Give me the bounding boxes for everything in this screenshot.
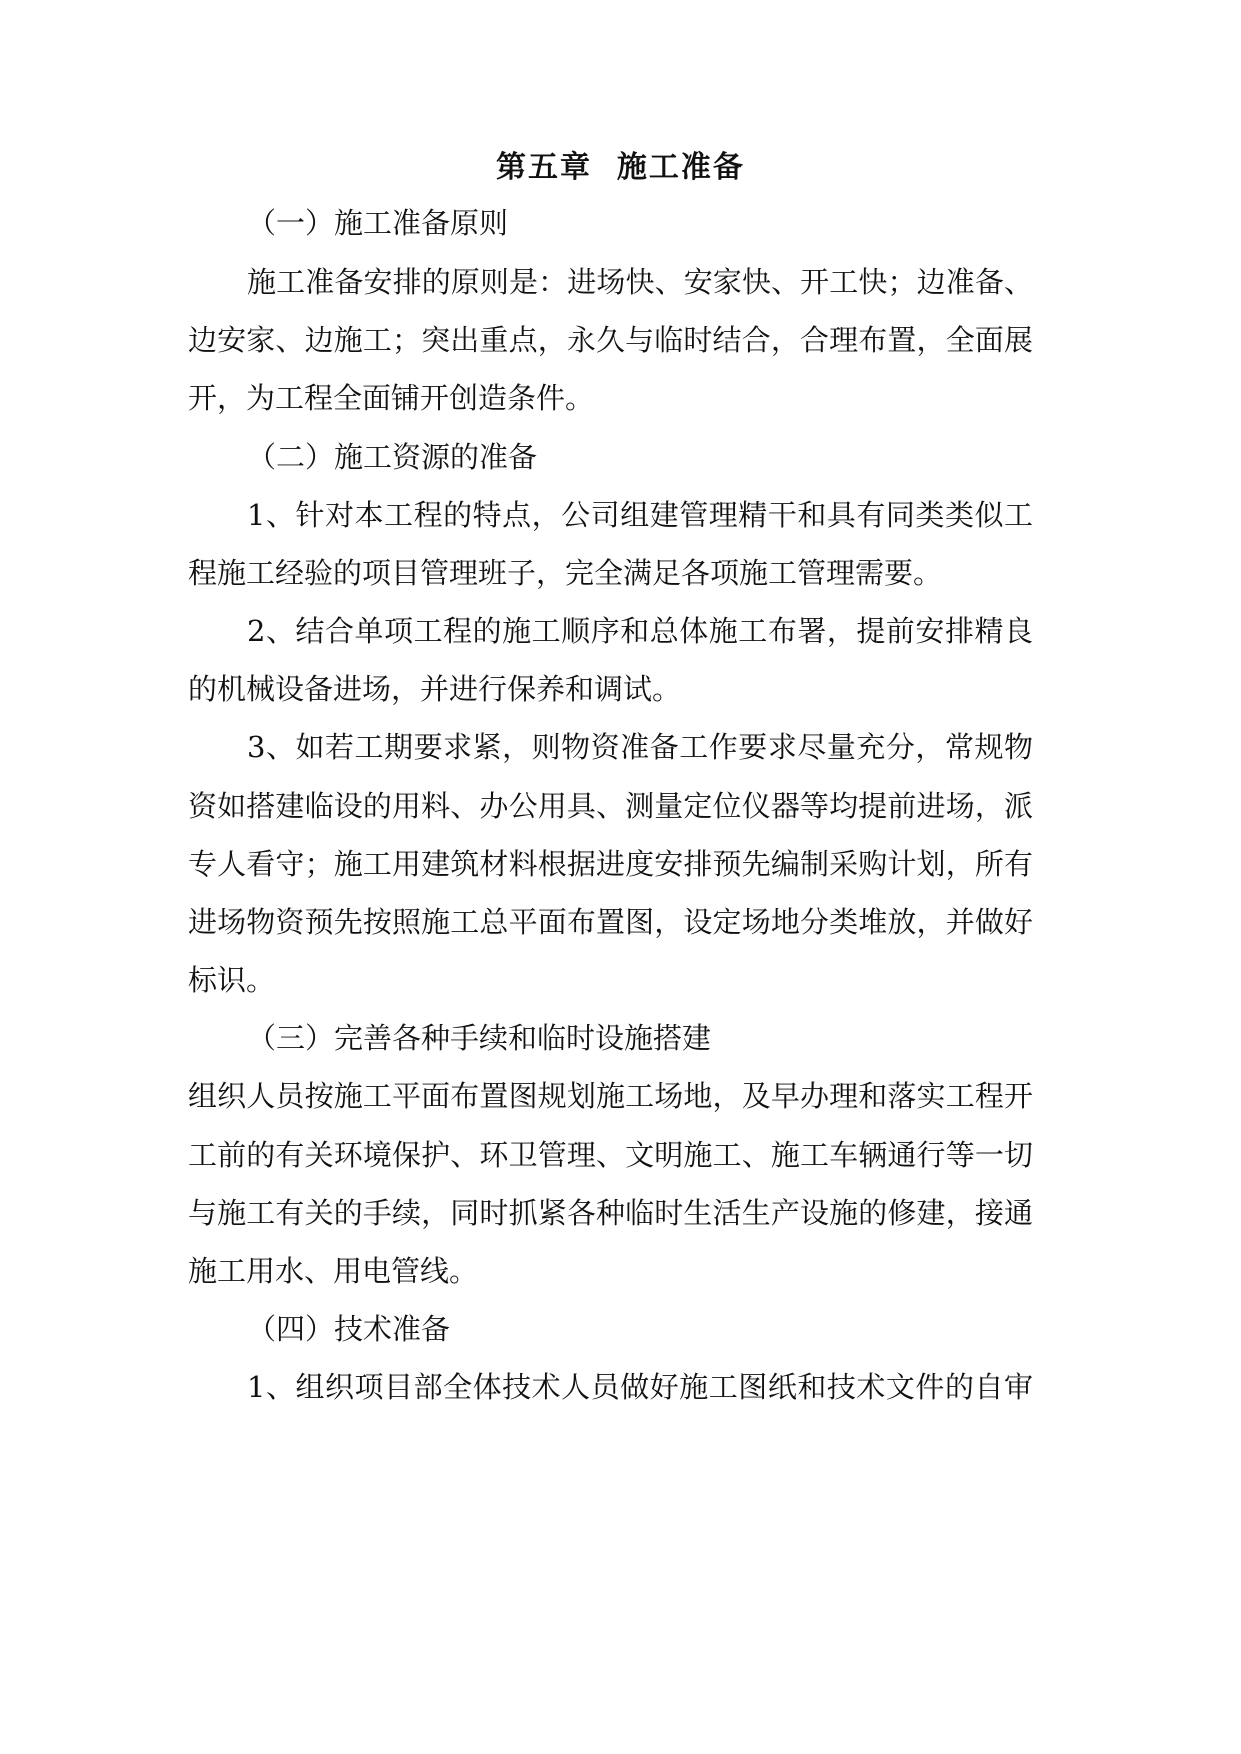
- section-heading-3: （三）完善各种手续和临时设施搭建: [247, 1021, 712, 1055]
- paragraph-line: 3、如若工期要求紧，则物资准备工作要求尽量充分，常规物: [247, 730, 1033, 764]
- paragraph-line: 的机械设备进场，并进行保养和调试。: [188, 672, 682, 706]
- paragraph-line: 与施工有关的手续，同时抓紧各种临时生活生产设施的修建，接通: [188, 1196, 1033, 1230]
- paragraph-line: 2、结合单项工程的施工顺序和总体施工布署，提前安排精良: [247, 614, 1033, 648]
- paragraph-line: 1、组织项目部全体技术人员做好施工图纸和技术文件的自审: [247, 1370, 1033, 1404]
- paragraph-line: 进场物资预先按照施工总平面布置图，设定场地分类堆放，并做好: [188, 905, 1033, 939]
- paragraph-line: 资如搭建临设的用料、办公用具、测量定位仪器等均提前进场，派: [188, 789, 1033, 823]
- chapter-title: 第五章 施工准备: [496, 150, 745, 185]
- paragraph-line: 施工准备安排的原则是：进场快、安家快、开工快；边准备、: [247, 265, 1033, 299]
- section-heading-1: （一）施工准备原则: [247, 206, 509, 240]
- paragraph-line: 组织人员按施工平面布置图规划施工场地，及早办理和落实工程开: [188, 1079, 1033, 1113]
- section-heading-2: （二）施工资源的准备: [247, 440, 538, 474]
- paragraph-line: 施工用水、用电管线。: [188, 1254, 479, 1288]
- paragraph-line: 程施工经验的项目管理班子，完全满足各项施工管理需要。: [188, 556, 943, 590]
- paragraph-line: 边安家、边施工；突出重点，永久与临时结合，合理布置，全面展: [188, 323, 1033, 357]
- paragraph-line: 开，为工程全面铺开创造条件。: [188, 381, 595, 415]
- paragraph-line: 工前的有关环境保护、环卫管理、文明施工、施工车辆通行等一切: [188, 1138, 1033, 1172]
- paragraph-line: 1、针对本工程的特点，公司组建管理精干和具有同类类似工: [247, 498, 1033, 532]
- paragraph-line: 标识。: [188, 963, 276, 997]
- section-heading-4: （四）技术准备: [247, 1312, 451, 1346]
- paragraph-line: 专人看守；施工用建筑材料根据进度安排预先编制采购计划，所有: [188, 847, 1033, 881]
